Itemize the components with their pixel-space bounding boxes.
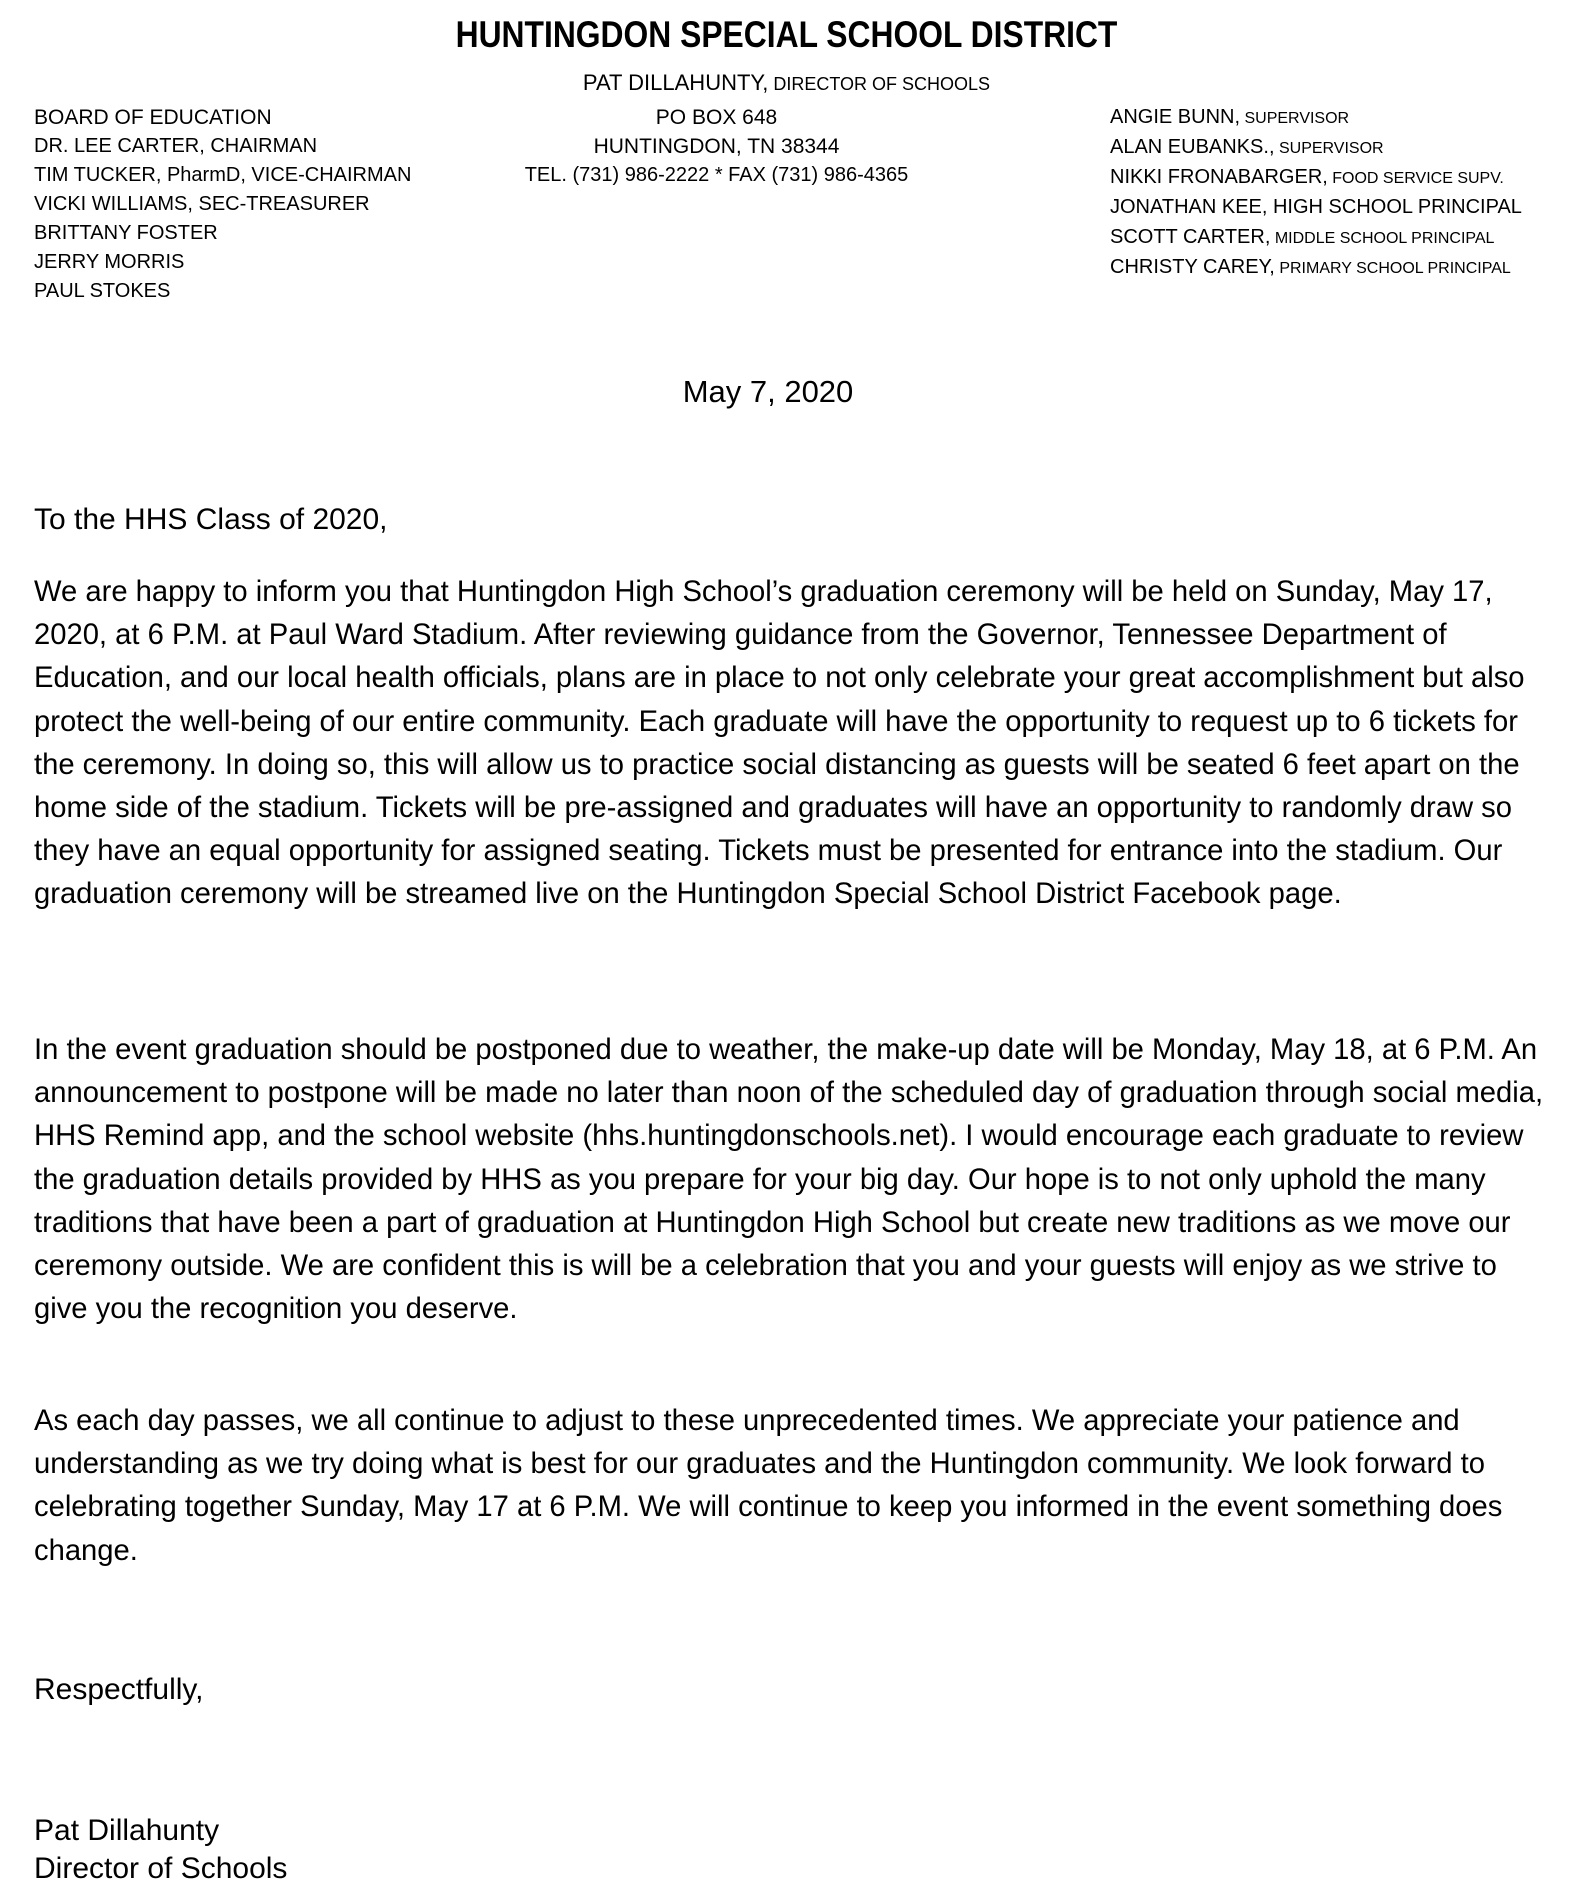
staff-name: NIKKI FRONABARGER, xyxy=(1110,166,1328,188)
signature-title: Director of Schools xyxy=(34,1852,288,1885)
staff-name: CHRISTY CAREY, xyxy=(1110,256,1275,278)
staff-member xyxy=(1110,223,1522,253)
board-member: PAUL STOKES xyxy=(34,280,171,302)
staff-member xyxy=(1110,133,1522,163)
board-member: TIM TUCKER, PharmD, VICE-CHAIRMAN xyxy=(34,164,412,186)
staff-title: PRIMARY SCHOOL PRINCIPAL xyxy=(1274,260,1511,277)
staff-member xyxy=(1110,103,1522,133)
po-box: PO BOX 648 xyxy=(655,106,778,129)
board-member: JERRY MORRIS xyxy=(34,251,185,273)
staff-member xyxy=(1110,163,1522,193)
salutation: To the HHS Class of 2020, xyxy=(34,503,388,536)
staff-name: ALAN EUBANKS., xyxy=(1110,136,1275,158)
staff-title: MIDDLE SCHOOL PRINCIPAL xyxy=(1270,230,1495,247)
board-member: DR. LEE CARTER, CHAIRMAN xyxy=(34,135,318,157)
body-paragraph-1: We are happy to inform you that Huntingdon High School’s graduation ceremony will be held on Sunday, May 17, 2020, at 6 P.M. at Paul Ward Stadium. After reviewing guidance from the Governor, Tennessee Department of Education, and our local health officials, plans are in place to not only celebrate your great accomplishment but also protect the well-being of our entire community. Each graduate will have the opportunity to request up to 6 tickets for the ceremony. In doing so, this will allow us to practice social distancing as guests will be seated 6 feet apart on the home side of the stadium. Tickets will be pre-assigned and graduates will have an opportunity to randomly draw so they have an equal opportunity for assigned seating. Tickets must be presented for entrance into the stadium. Our graduation ceremony will be streamed live on the Huntingdon Special School District Facebook page. xyxy=(34,576,1525,911)
staff-list xyxy=(1110,103,1522,283)
director-name: PAT DILLAHUNTY, xyxy=(582,70,769,95)
staff-title: SUPERVISOR xyxy=(1274,140,1384,157)
staff-name: SCOTT CARTER, xyxy=(1110,226,1271,248)
staff-title: FOOD SERVICE SUPV. xyxy=(1327,170,1504,187)
staff-member xyxy=(1110,253,1522,283)
director-line xyxy=(0,70,1573,96)
district-name: HUNTINGDON SPECIAL SCHOOL DISTRICT xyxy=(455,14,1118,55)
board-member: VICKI WILLIAMS, SEC-TREASURER xyxy=(34,193,370,215)
staff-title: SUPERVISOR xyxy=(1240,110,1350,127)
phone-fax: TEL. (731) 986-2222 * FAX (731) 986-4365 xyxy=(524,164,909,186)
board-member: BRITTANY FOSTER xyxy=(34,222,218,244)
staff-member xyxy=(1110,193,1522,223)
body-paragraph-3: As each day passes, we all continue to adjust to these unprecedented times. We appreciate your patience and understanding as we try doing what is best for our graduates and the Huntingdon community. We look forward to celebrating together Sunday, May 17 at 6 P.M. We will continue to keep you informed in the event something does change. xyxy=(34,1405,1503,1567)
board-heading: BOARD OF EDUCATION xyxy=(34,106,272,129)
closing: Respectfully, xyxy=(34,1673,204,1706)
director-title: DIRECTOR OF SCHOOLS xyxy=(768,74,991,94)
city-state-zip: HUNTINGDON, TN 38344 xyxy=(593,135,840,158)
letter-date: May 7, 2020 xyxy=(682,374,854,409)
body-paragraph-2: In the event graduation should be postponed due to weather, the make-up date will be Monday, May 18, at 6 P.M. An announcement to postpone will be made no later than noon of the scheduled day of graduation through social media, HHS Remind app, and the school website (hhs.huntingdonschools.net). I would encourage each graduate to review the graduation details provided by HHS as you prepare for your big day. Our hope is to not only uphold the many traditions that have been a part of graduation at Huntingdon High School but create new traditions as we move our ceremony outside. We are confident this is will be a celebration that you and your guests will enjoy as we strive to give you the recognition you deserve. xyxy=(34,1034,1544,1326)
staff-name: JONATHAN KEE, HIGH SCHOOL PRINCIPAL xyxy=(1110,196,1522,218)
signature-name: Pat Dillahunty xyxy=(34,1814,220,1847)
staff-name: ANGIE BUNN, xyxy=(1110,106,1241,128)
